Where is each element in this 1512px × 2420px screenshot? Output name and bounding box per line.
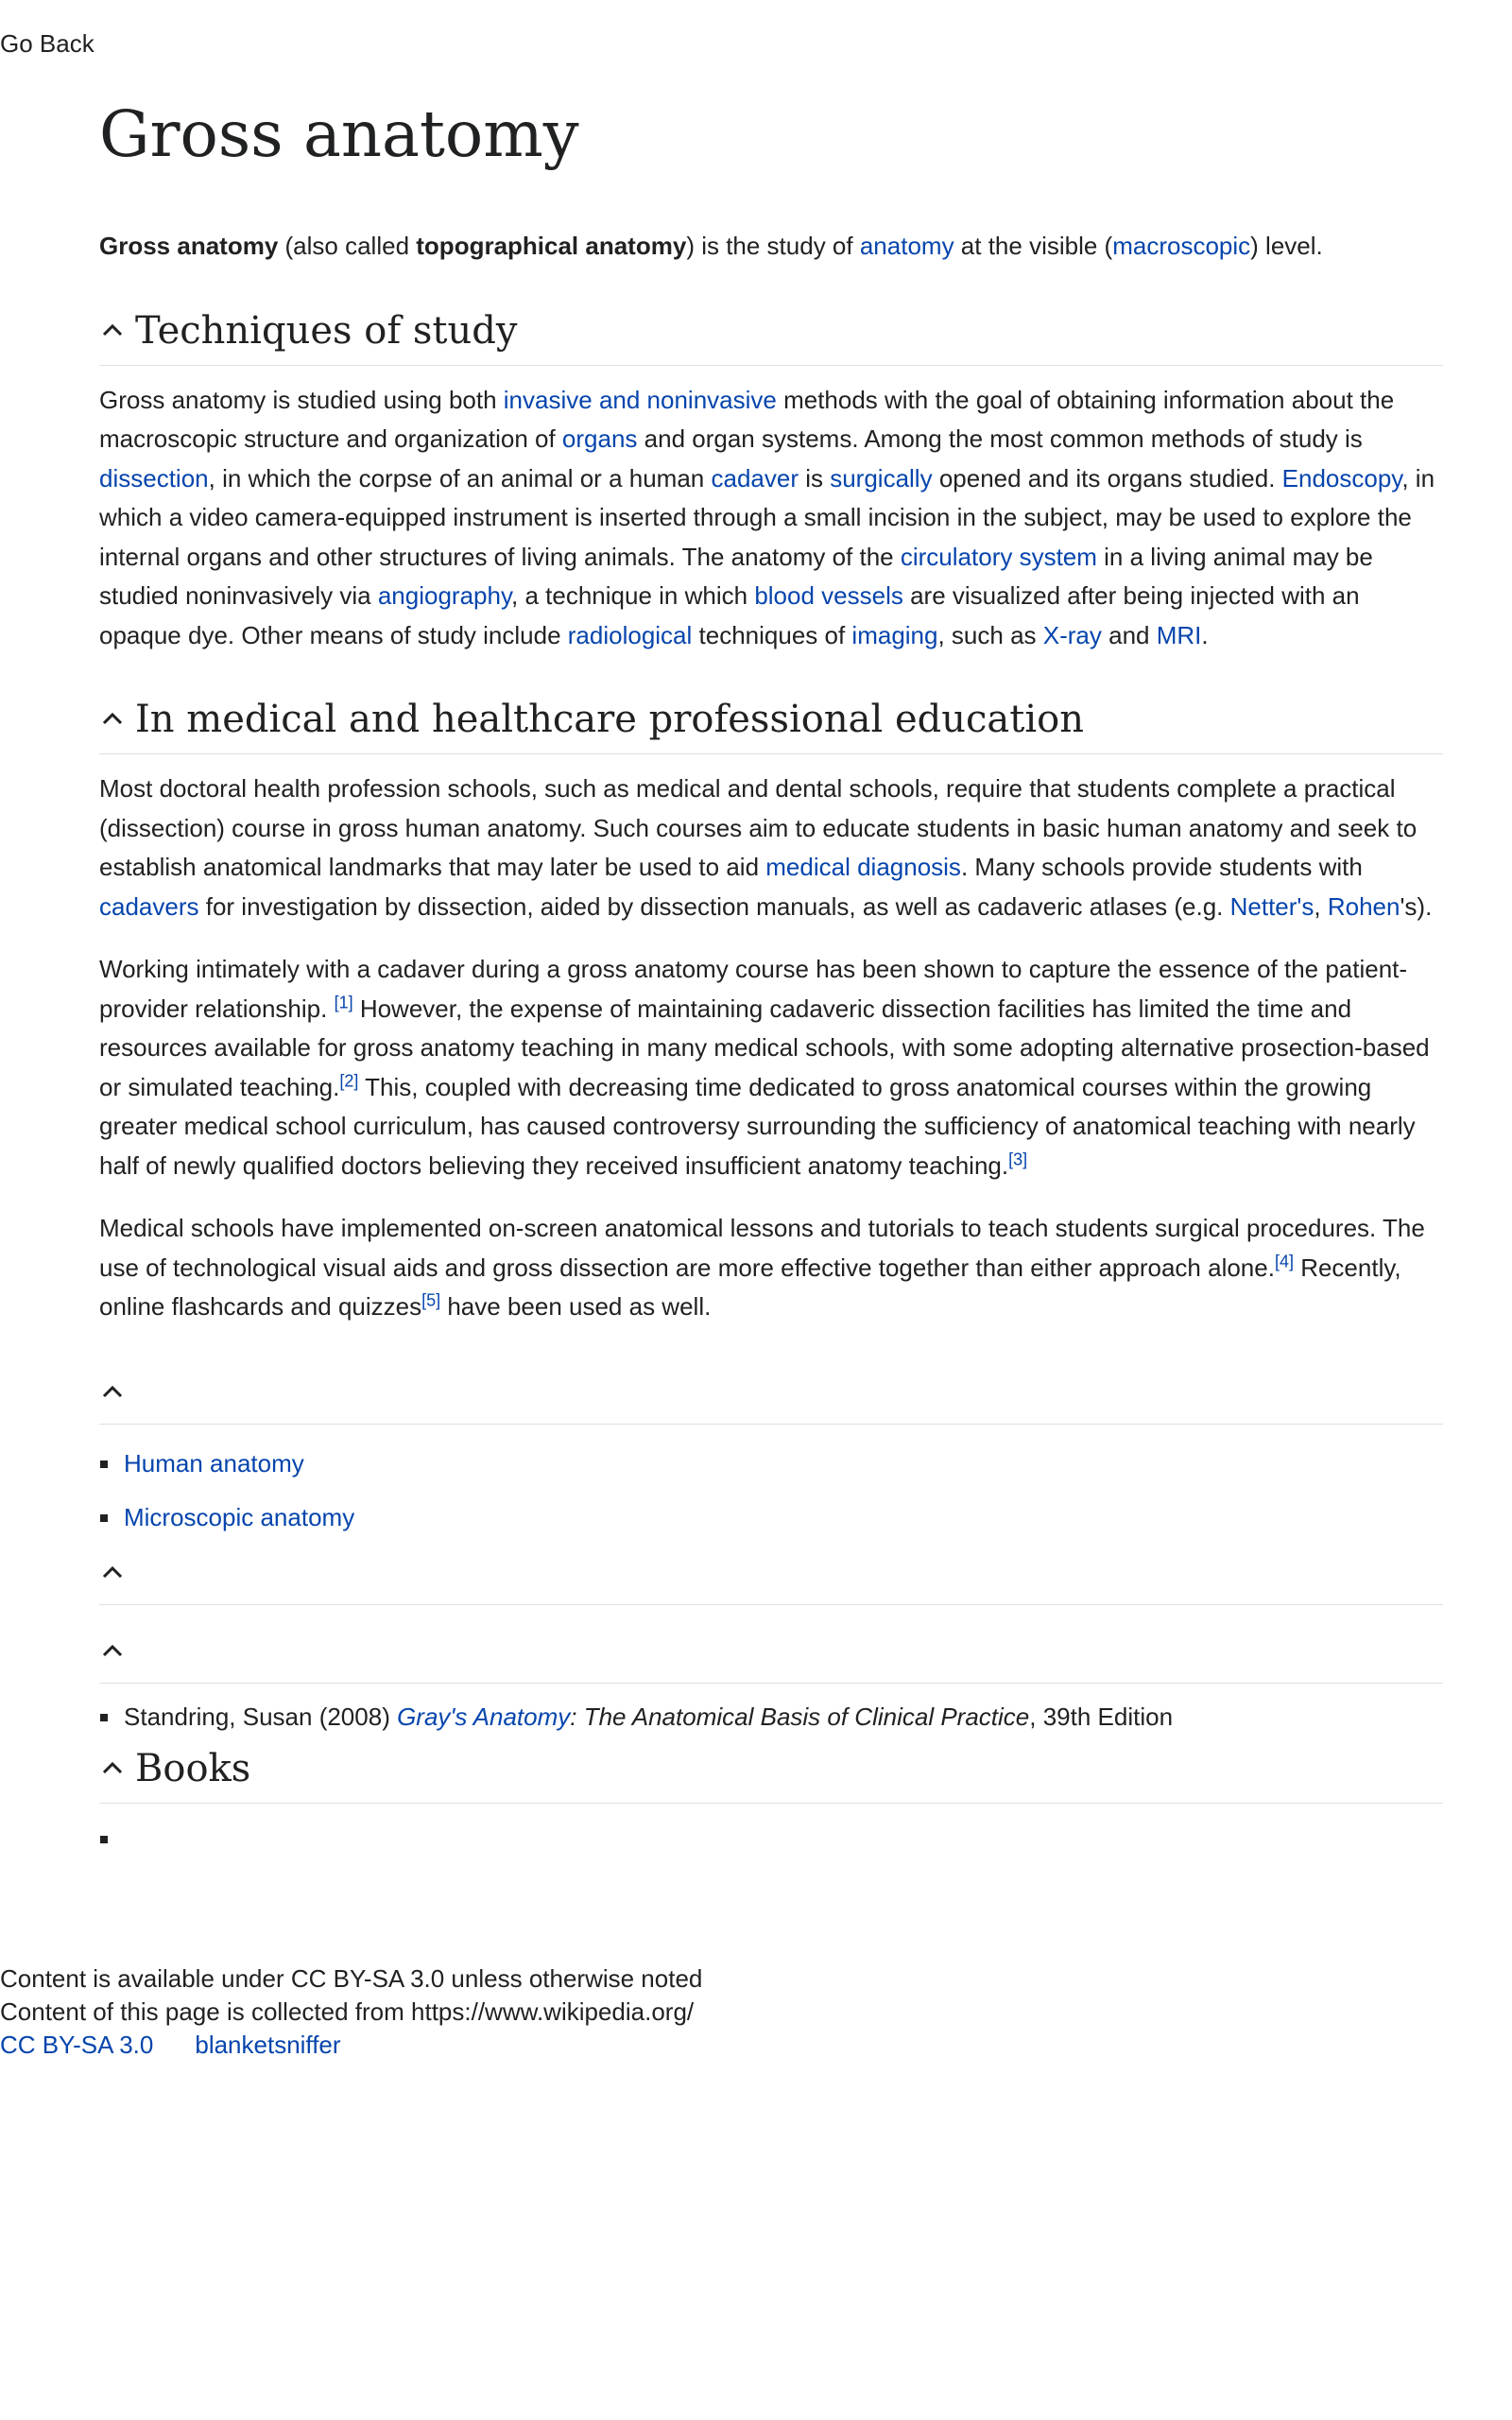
license-link[interactable]: CC BY-SA 3.0 [0,2031,154,2059]
text: in a living animal may be studied noninvasively via [99,542,1373,610]
link-circulatory-system[interactable]: circulatory system [900,542,1097,571]
text: Medical schools have implemented on-screen anatomical lessons and tutorials to teach students surgical procedures. The use of technological visual aids and gross dissection are more effective together than either approach alone. [99,1214,1425,1282]
text: However, the expense of maintaining cadaveric dissection facilities has limited the time and resources available for gross anatomy teaching in many medical schools, with some adopting alternative prosection-based or simulated teaching. [99,994,1430,1101]
text: methods with the goal of obtaining information about the macroscopic structure and organization of [99,385,1395,453]
text: (also called [278,232,417,260]
text: Recently, online flashcards and quizzes [99,1253,1401,1321]
bold-term: topographical anatomy [416,232,687,260]
chevron-up-icon [99,1757,135,1780]
list-item [99,1821,1443,1857]
link-anatomy[interactable]: anatomy [859,232,954,260]
text: . [1201,620,1209,649]
link-grays-anatomy[interactable]: Gray's Anatomy [397,1702,571,1731]
text: , 39th Edition [1029,1702,1174,1731]
text: This, coupled with decreasing time dedicated to gross anatomical courses within the growing greater medical school curriculum, has caused controversy surrounding the sufficiency of anatomical teaching with nearly half of newly qualified doctors believing they received insufficient anatomy teaching. [99,1072,1416,1180]
text: at the visible ( [954,232,1113,260]
link-radiological[interactable]: radiological [567,620,693,649]
text: techniques of [692,620,852,649]
reference-link-2[interactable]: [2] [339,1070,359,1090]
go-back-link[interactable]: Go Back [0,29,94,58]
link-blood-vessels[interactable]: blood vessels [754,581,903,610]
education-paragraph-3 [99,1209,1443,1327]
article-content [99,87,1443,1857]
techniques-paragraph [99,381,1443,656]
text: opened and its organs studied. [932,463,1282,493]
link-mri[interactable]: MRI [1156,620,1202,649]
link-imaging[interactable]: imaging [851,620,938,649]
education-paragraph-1 [99,769,1443,926]
link-surgically[interactable]: surgically [830,463,933,493]
footer-links [0,2029,702,2062]
link-netters[interactable]: Netter's [1229,891,1314,921]
license-notice: Content is available under CC BY-SA 3.0 unless otherwise noted [0,1964,703,1993]
text: and organ systems. Among the most common methods of study is [637,424,1363,453]
text: and [1101,620,1157,649]
text: , a technique in which [511,581,755,610]
bold-term: Gross anatomy [99,232,279,260]
link-medical-diagnosis[interactable]: medical diagnosis [765,853,961,881]
section-heading-techniques[interactable] [99,297,1443,366]
link-endoscopy[interactable]: Endoscopy [1281,463,1402,493]
text: have been used as well. [440,1292,712,1321]
text: Working intimately with a cadaver during a gross anatomy course has been shown to capture the essence of the patient-provider relationship. [99,955,1408,1023]
text: for investigation by dissection, aided by dissection manuals, as well as cadaveric atlases (e.g. [198,891,1230,921]
link-cadaver[interactable]: cadaver [711,463,799,493]
footer [0,1962,702,2062]
reference-link-3[interactable]: [3] [1008,1149,1028,1168]
reference-link-1[interactable]: [1] [334,992,353,1011]
text: : The Anatomical Basis of Clinical Practice [570,1702,1030,1731]
author-link[interactable]: blanketsniffer [195,2031,341,2059]
link-macroscopic[interactable]: macroscopic [1112,232,1251,260]
chevron-up-icon [99,1562,135,1584]
text: , in which a video camera-equipped instrument is inserted through a small incision in the subject, may be used to explore the internal organs and other structures of living animals. The anatomy of the [99,463,1435,571]
references-list [99,1699,1443,1735]
reference-link-5[interactable]: [5] [421,1290,441,1310]
text: . Many schools provide students with [960,853,1363,881]
section-title: Books [135,1746,251,1790]
link-angiography[interactable]: angiography [377,581,512,610]
page-title: Gross anatomy [99,97,579,171]
books-list [99,1821,1443,1857]
section-title: Techniques of study [135,308,518,353]
section-heading-education[interactable] [99,685,1443,754]
section-title: In medical and healthcare professional education [135,698,1084,741]
text: Gross anatomy is studied using both [99,385,504,414]
section-heading-notes[interactable] [99,1542,1443,1605]
list-item [99,1499,1443,1535]
text: , such as [937,620,1043,649]
chevron-up-icon [99,1381,135,1404]
text: ) level. [1250,232,1323,260]
text: ) is the study of [686,232,860,260]
education-paragraph-2 [99,950,1443,1185]
chevron-up-icon [99,1640,135,1663]
link-dissection[interactable]: dissection [99,463,209,493]
link-human-anatomy[interactable]: Human anatomy [124,1448,304,1478]
chevron-up-icon [99,708,135,731]
text: , in which the corpse of an animal or a human [208,463,712,493]
reference-item [99,1699,1443,1735]
text: are visualized after being injected with an opaque dye. Other means of study include [99,581,1360,649]
list-item [99,1445,1443,1481]
section-heading-books[interactable] [99,1735,1443,1804]
text: , [1314,891,1328,921]
see-also-list [99,1445,1443,1535]
link-invasive-noninvasive[interactable]: invasive and noninvasive [503,385,777,414]
source-notice: Content of this page is collected from https://www.wikipedia.org/ [0,1997,695,2026]
link-microscopic-anatomy[interactable]: Microscopic anatomy [124,1502,355,1531]
chevron-up-icon [99,320,135,342]
link-rohen[interactable]: Rohen [1327,891,1400,921]
link-organs[interactable]: organs [561,424,638,453]
link-x-ray[interactable]: X-ray [1042,620,1102,649]
text: 's). [1400,891,1433,921]
lead-paragraph [99,227,1443,267]
text: Most doctoral health profession schools, such as medical and dental schools, require that students complete a practical (dissection) course in gross human anatomy. Such courses aim to educate students in basic human anatomy and seek to establish anatomical landmarks that may later be used to aid [99,774,1418,881]
reference-link-4[interactable]: [4] [1274,1251,1294,1270]
text: is [798,463,831,493]
section-heading-see-also[interactable] [99,1361,1443,1425]
text: Standring, Susan (2008) [124,1702,398,1731]
link-cadavers[interactable]: cadavers [99,891,199,921]
section-heading-references[interactable] [99,1620,1443,1684]
